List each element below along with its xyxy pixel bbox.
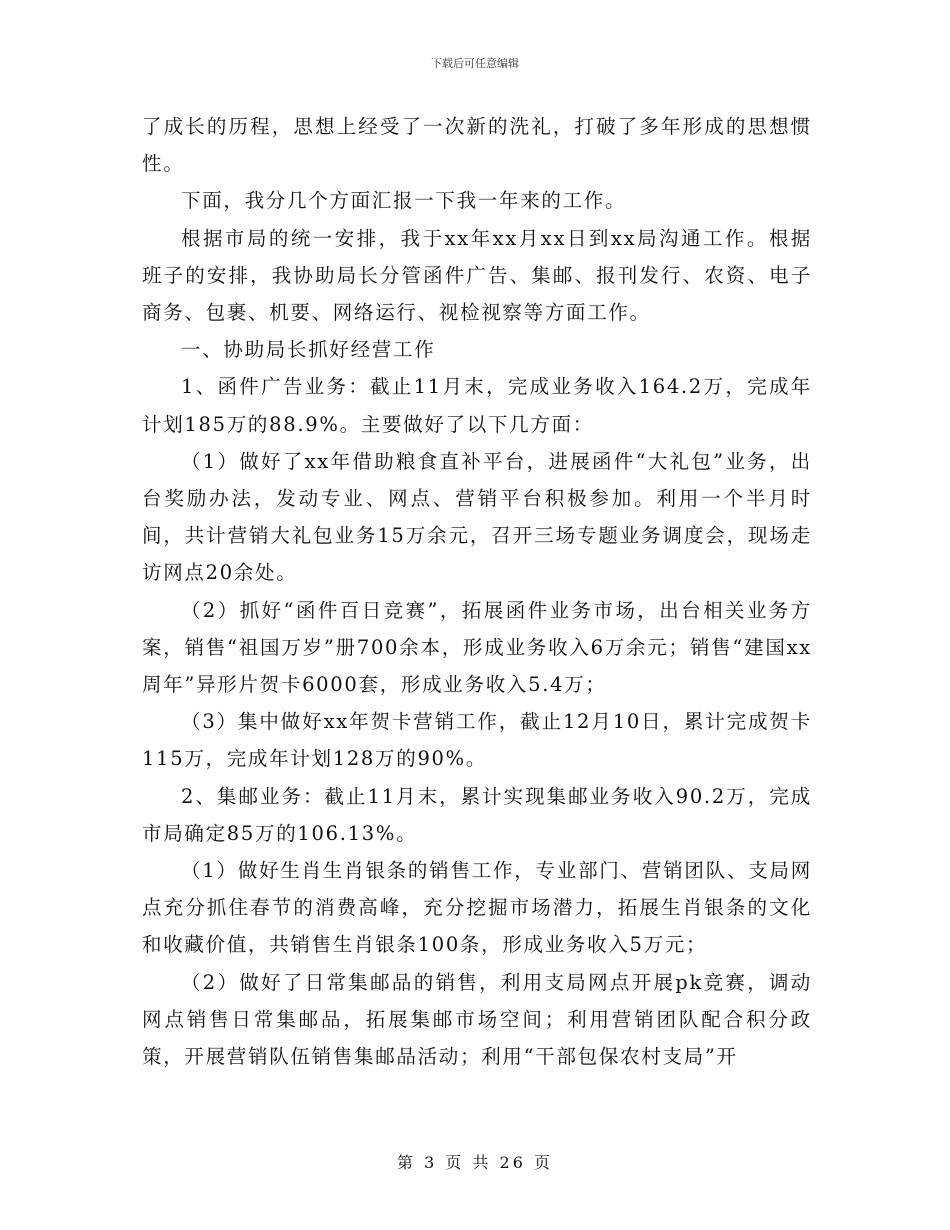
page-number: 第 3 页 共 26 页 (397, 1153, 553, 1172)
paragraph: （1）做好生肖生肖银条的销售工作，专业部门、营销团队、支局网点充分抓住春节的消费高峰，充分挖掘市场潜力，拓展生肖银条的文化和收藏价值，共销售生肖银条100条，形成业务收入5万元； (142, 859, 812, 957)
document-body (142, 108, 812, 1075)
paragraph: （1）做好了xx年借助粮食直补平台，进展函件“大礼包”业务，出台奖励办法，发动专业、网点、营销平台积极参加。利用一个半月时间，共计营销大礼包业务15万余元，召开三场专题业务调度会，现场走访网点20余处。 (142, 449, 812, 585)
paragraph: 1、函件广告业务：截止11月末，完成业务收入164.2万，完成年计划185万的88.9%。主要做好了以下几方面： (142, 375, 812, 436)
paragraph: （2）做好了日常集邮品的销售，利用支局网点开展pk竞赛，调动网点销售日常集邮品，拓展集邮市场空间；利用营销团队配合积分政策，开展营销队伍销售集邮品活动；利用“干部包保农村支局”开 (142, 970, 812, 1069)
paragraph: （3）集中做好xx年贺卡营销工作，截止12月10日，累计完成贺卡115万，完成年计划128万的90%。 (142, 710, 812, 771)
paragraph: 根据市局的统一安排，我于xx年xx月xx日到xx局沟通工作。根据班子的安排，我协助局长分管函件广告、集邮、报刊发行、农资、电子商务、包裹、机要、网络运行、视检视察等方面工作。 (142, 226, 812, 325)
paragraph: （2）抓好“函件百日竞赛”，拓展函件业务市场，出台相关业务方案，销售“祖国万岁”册700余本，形成业务收入6万余元；销售“建国xx周年”异形片贺卡6000套，形成业务收入5.4万； (142, 598, 812, 697)
paragraph: 下面，我分几个方面汇报一下我一年来的工作。 (181, 189, 627, 213)
page-header: 下载后可任意编辑 (431, 57, 519, 70)
paragraph: 2、集邮业务：截止11月末，累计实现集邮业务收入90.2万，完成市局确定85万的106.13%。 (142, 784, 812, 845)
section-heading: 一、协助局长抓好经营工作 (181, 338, 436, 362)
paragraph: 了成长的历程，思想上经受了一次新的洗礼，打破了多年形成的思想惯性。 (142, 115, 812, 176)
